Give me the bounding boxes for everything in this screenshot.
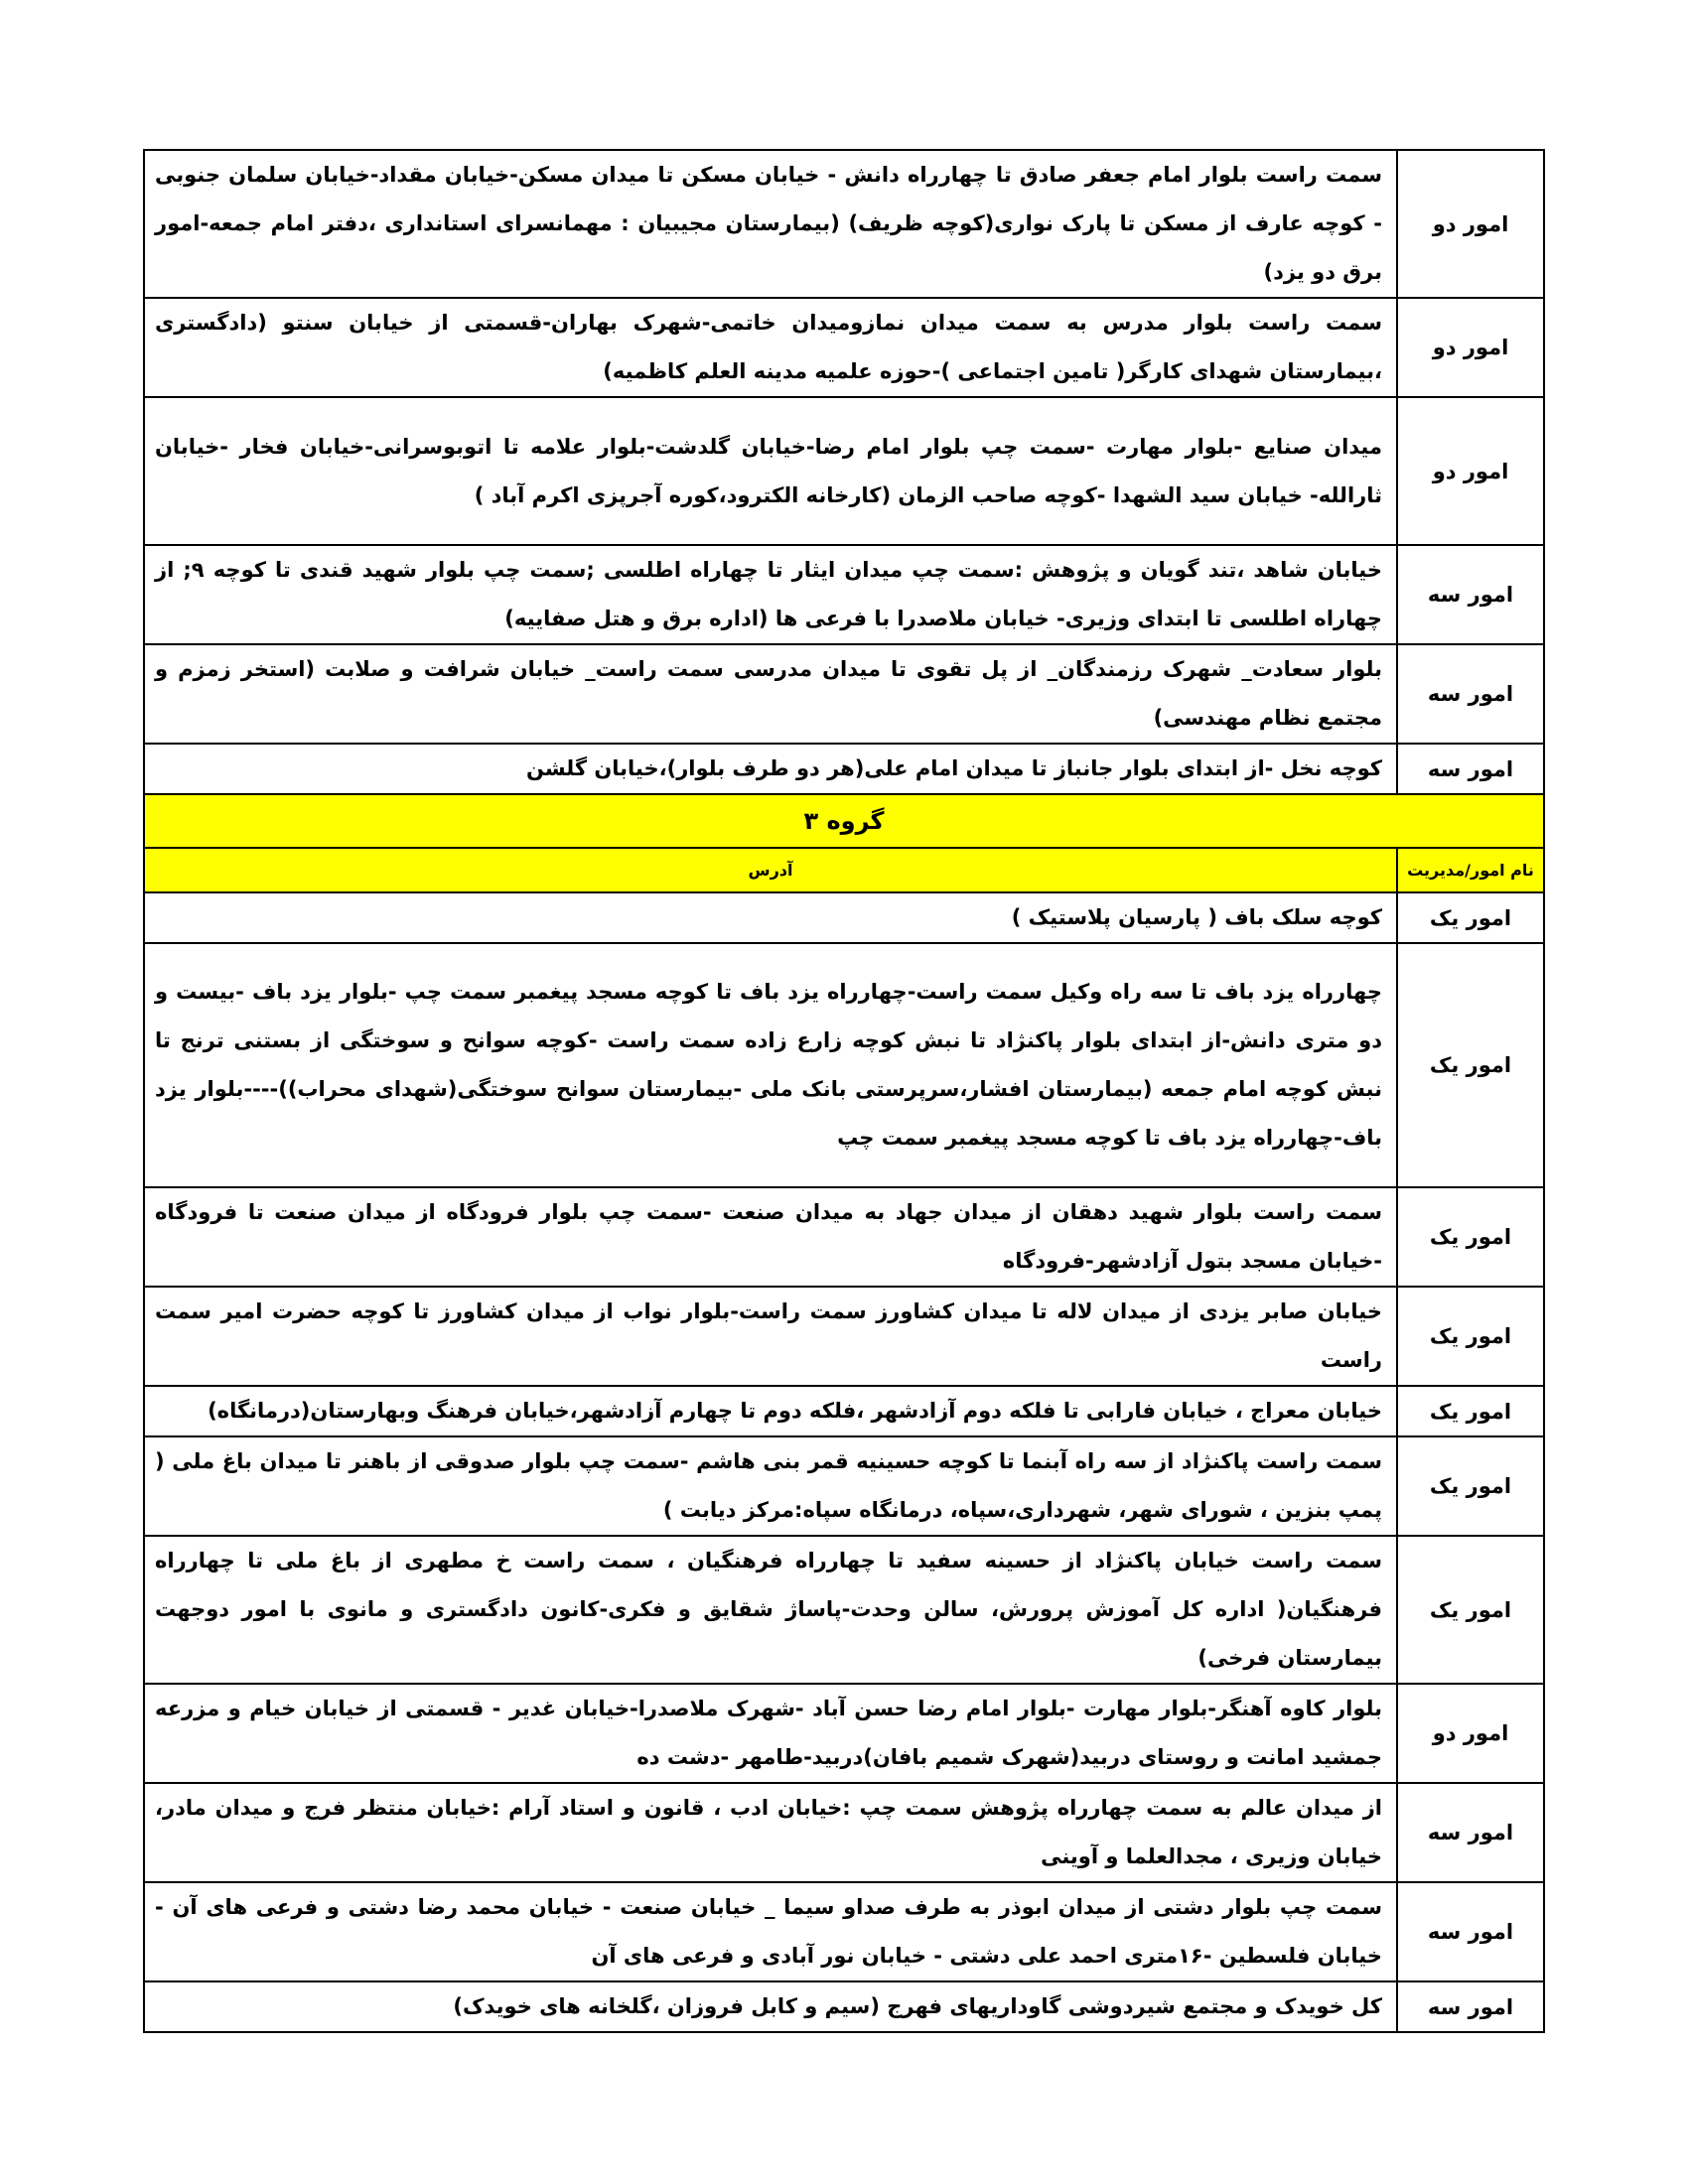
dept-cell: امور دو — [1397, 298, 1544, 397]
header-dept: نام امور/مدیریت — [1397, 848, 1544, 892]
outage-address-table — [143, 149, 1545, 2033]
group-title-row — [144, 794, 1544, 848]
dept-cell: امور سه — [1397, 1882, 1544, 1981]
table-row — [144, 644, 1544, 744]
address-cell: خیابان صابر یزدی از میدان لاله تا میدان کشاورز سمت راست-بلوار نواب از میدان کشاورز تا کوچه حضرت امیر سمت راست — [144, 1287, 1397, 1386]
address-cell: سمت راست خیابان پاکنژاد از حسینه سفید تا چهارراه فرهنگیان ، سمت راست خ مطهری از باغ ملی تا چهارراه فرهنگیان( اداره کل آموزش پرورش، سالن وحدت-پاساژ شقایق و فکری-کانون دادگستری و مانوی با امور دوجهت بیمارستان فرخی) — [144, 1536, 1397, 1684]
address-cell: کوچه سلک باف ( پارسیان پلاستیک ) — [144, 892, 1397, 943]
dept-cell: امور یک — [1397, 1436, 1544, 1536]
address-cell: سمت راست پاکنژاد از سه راه آبنما تا کوچه حسینیه قمر بنی هاشم -سمت چپ بلوار صدوقی از باهنر تا میدان باغ ملی ( پمپ بنزین ، شورای شهر، شهرداری،سپاه، درمانگاه سپاه:مرکز دیابت ) — [144, 1436, 1397, 1536]
address-cell: سمت چپ بلوار دشتی از میدان ابوذر به طرف صداو سیما _ خیابان صنعت - خیابان محمد رضا دشتی و فرعی های آن - خیابان فلسطین -۱۶متری احمد علی دشتی - خیابان نور آبادی و فرعی های آن — [144, 1882, 1397, 1981]
group-title: گروه ۳ — [144, 794, 1544, 848]
address-cell: خیابان شاهد ،تند گویان و پژوهش :سمت چپ میدان ایثار تا چهاراه اطلسی ;سمت چپ بلوار شهید قندی تا کوچه ۹; از چهاراه اطلسی تا ابتدای وزیری- خیابان ملاصدرا با فرعی ها (اداره برق و هتل صفاییه) — [144, 545, 1397, 644]
table-row — [144, 1386, 1544, 1436]
table-row — [144, 298, 1544, 397]
address-cell: بلوار کاوه آهنگر-بلوار مهارت -بلوار امام رضا حسن آباد -شهرک ملاصدرا-خیابان غدیر - قسمتی از خیابان خیام و مزرعه جمشید امانت و روستای دربید(شهرک شمیم بافان)دربید-طامهر -دشت ده — [144, 1684, 1397, 1783]
table-row — [144, 150, 1544, 298]
address-cell: میدان صنایع -بلوار مهارت -سمت چپ بلوار امام رضا-خیابان گلدشت-بلوار علامه تا اتوبوسرانی-خیابان فخار -خیابان ثارالله- خیابان سید الشهدا -کوچه صاحب الزمان (کارخانه الکترود،کوره آجرپزی اکرم آباد ) — [144, 397, 1397, 545]
address-cell: چهارراه یزد باف تا سه راه وکیل سمت راست-چهارراه یزد باف تا کوچه مسجد پیغمبر سمت چپ -بلوار یزد باف -بیست و دو متری دانش-از ابتدای بلوار پاکنژاد تا نبش کوچه زارع زاده سمت راست -کوچه سوانح و سوختگی از بستنی ترنج تا نبش کوچه امام جمعه (بیمارستان افشار،سرپرستی بانک ملی -بیمارستان سوانح سوختگی(شهدای محراب))----بلوار یزد باف-چهارراه یزد باف تا کوچه مسجد پیغمبر سمت چپ — [144, 943, 1397, 1187]
address-cell: سمت راست بلوار امام جعفر صادق تا چهارراه دانش - خیابان مسکن تا میدان مسکن-خیابان مقداد-خیابان سلمان جنوبی - کوچه عارف از مسکن تا پارک نواری(کوچه ظریف) (بیمارستان مجیبیان : مهمانسرای استانداری ،دفتر امام جمعه-امور برق دو یزد) — [144, 150, 1397, 298]
dept-cell: امور یک — [1397, 943, 1544, 1187]
table-row — [144, 1187, 1544, 1287]
table-row — [144, 744, 1544, 794]
table-row — [144, 1684, 1544, 1783]
address-cell: سمت راست بلوار شهید دهقان از میدان جهاد به میدان صنعت -سمت چپ بلوار فرودگاه از میدان صنعت تا فرودگاه -خیابان مسجد بتول آزادشهر-فرودگاه — [144, 1187, 1397, 1287]
dept-cell: امور یک — [1397, 1287, 1544, 1386]
dept-cell: امور سه — [1397, 644, 1544, 744]
address-cell: کوچه نخل -از ابتدای بلوار جانباز تا میدان امام علی(هر دو طرف بلوار)،خیابان گلشن — [144, 744, 1397, 794]
header-row — [144, 848, 1544, 892]
table-row — [144, 1882, 1544, 1981]
dept-cell: امور دو — [1397, 150, 1544, 298]
address-cell: از میدان عالم به سمت چهارراه پژوهش سمت چپ :خیابان ادب ، قانون و استاد آرام :خیابان منتظر فرج و میدان مادر، خیابان وزیری ، مجدالعلما و آوینی — [144, 1783, 1397, 1882]
table-row — [144, 1783, 1544, 1882]
dept-cell: امور یک — [1397, 1386, 1544, 1436]
dept-cell: امور یک — [1397, 892, 1544, 943]
address-cell: سمت راست بلوار مدرس به سمت میدان نمازومیدان خاتمی-شهرک بهاران-قسمتی از خیابان سنتو (دادگستری ،بیمارستان شهدای کارگر( تامین اجتماعی )-حوزه علمیه مدینه العلم کاظمیه) — [144, 298, 1397, 397]
address-cell: بلوار سعادت_ شهرک رزمندگان_ از پل تقوی تا میدان مدرسی سمت راست_ خیابان شرافت و صلابت (استخر زمزم و مجتمع نظام مهندسی) — [144, 644, 1397, 744]
dept-cell: امور دو — [1397, 397, 1544, 545]
dept-cell: امور دو — [1397, 1684, 1544, 1783]
address-cell: خیابان معراج ، خیابان فارابی تا فلکه دوم آزادشهر ،فلکه دوم تا چهارم آزادشهر،خیابان فرهنگ وبهارستان(درمانگاه) — [144, 1386, 1397, 1436]
table-row — [144, 943, 1544, 1187]
dept-cell: امور سه — [1397, 545, 1544, 644]
table-row — [144, 1436, 1544, 1536]
table-row — [144, 892, 1544, 943]
header-address: آدرس — [144, 848, 1397, 892]
dept-cell: امور یک — [1397, 1536, 1544, 1684]
table-row — [144, 1981, 1544, 2032]
table-row — [144, 1287, 1544, 1386]
dept-cell: امور سه — [1397, 1981, 1544, 2032]
table-row — [144, 545, 1544, 644]
address-cell: کل خویدک و مجتمع شیردوشی گاوداریهای فهرج (سیم و کابل فروزان ،گلخانه های خویدک) — [144, 1981, 1397, 2032]
dept-cell: امور سه — [1397, 744, 1544, 794]
dept-cell: امور یک — [1397, 1187, 1544, 1287]
table-row — [144, 397, 1544, 545]
table-row — [144, 1536, 1544, 1684]
dept-cell: امور سه — [1397, 1783, 1544, 1882]
